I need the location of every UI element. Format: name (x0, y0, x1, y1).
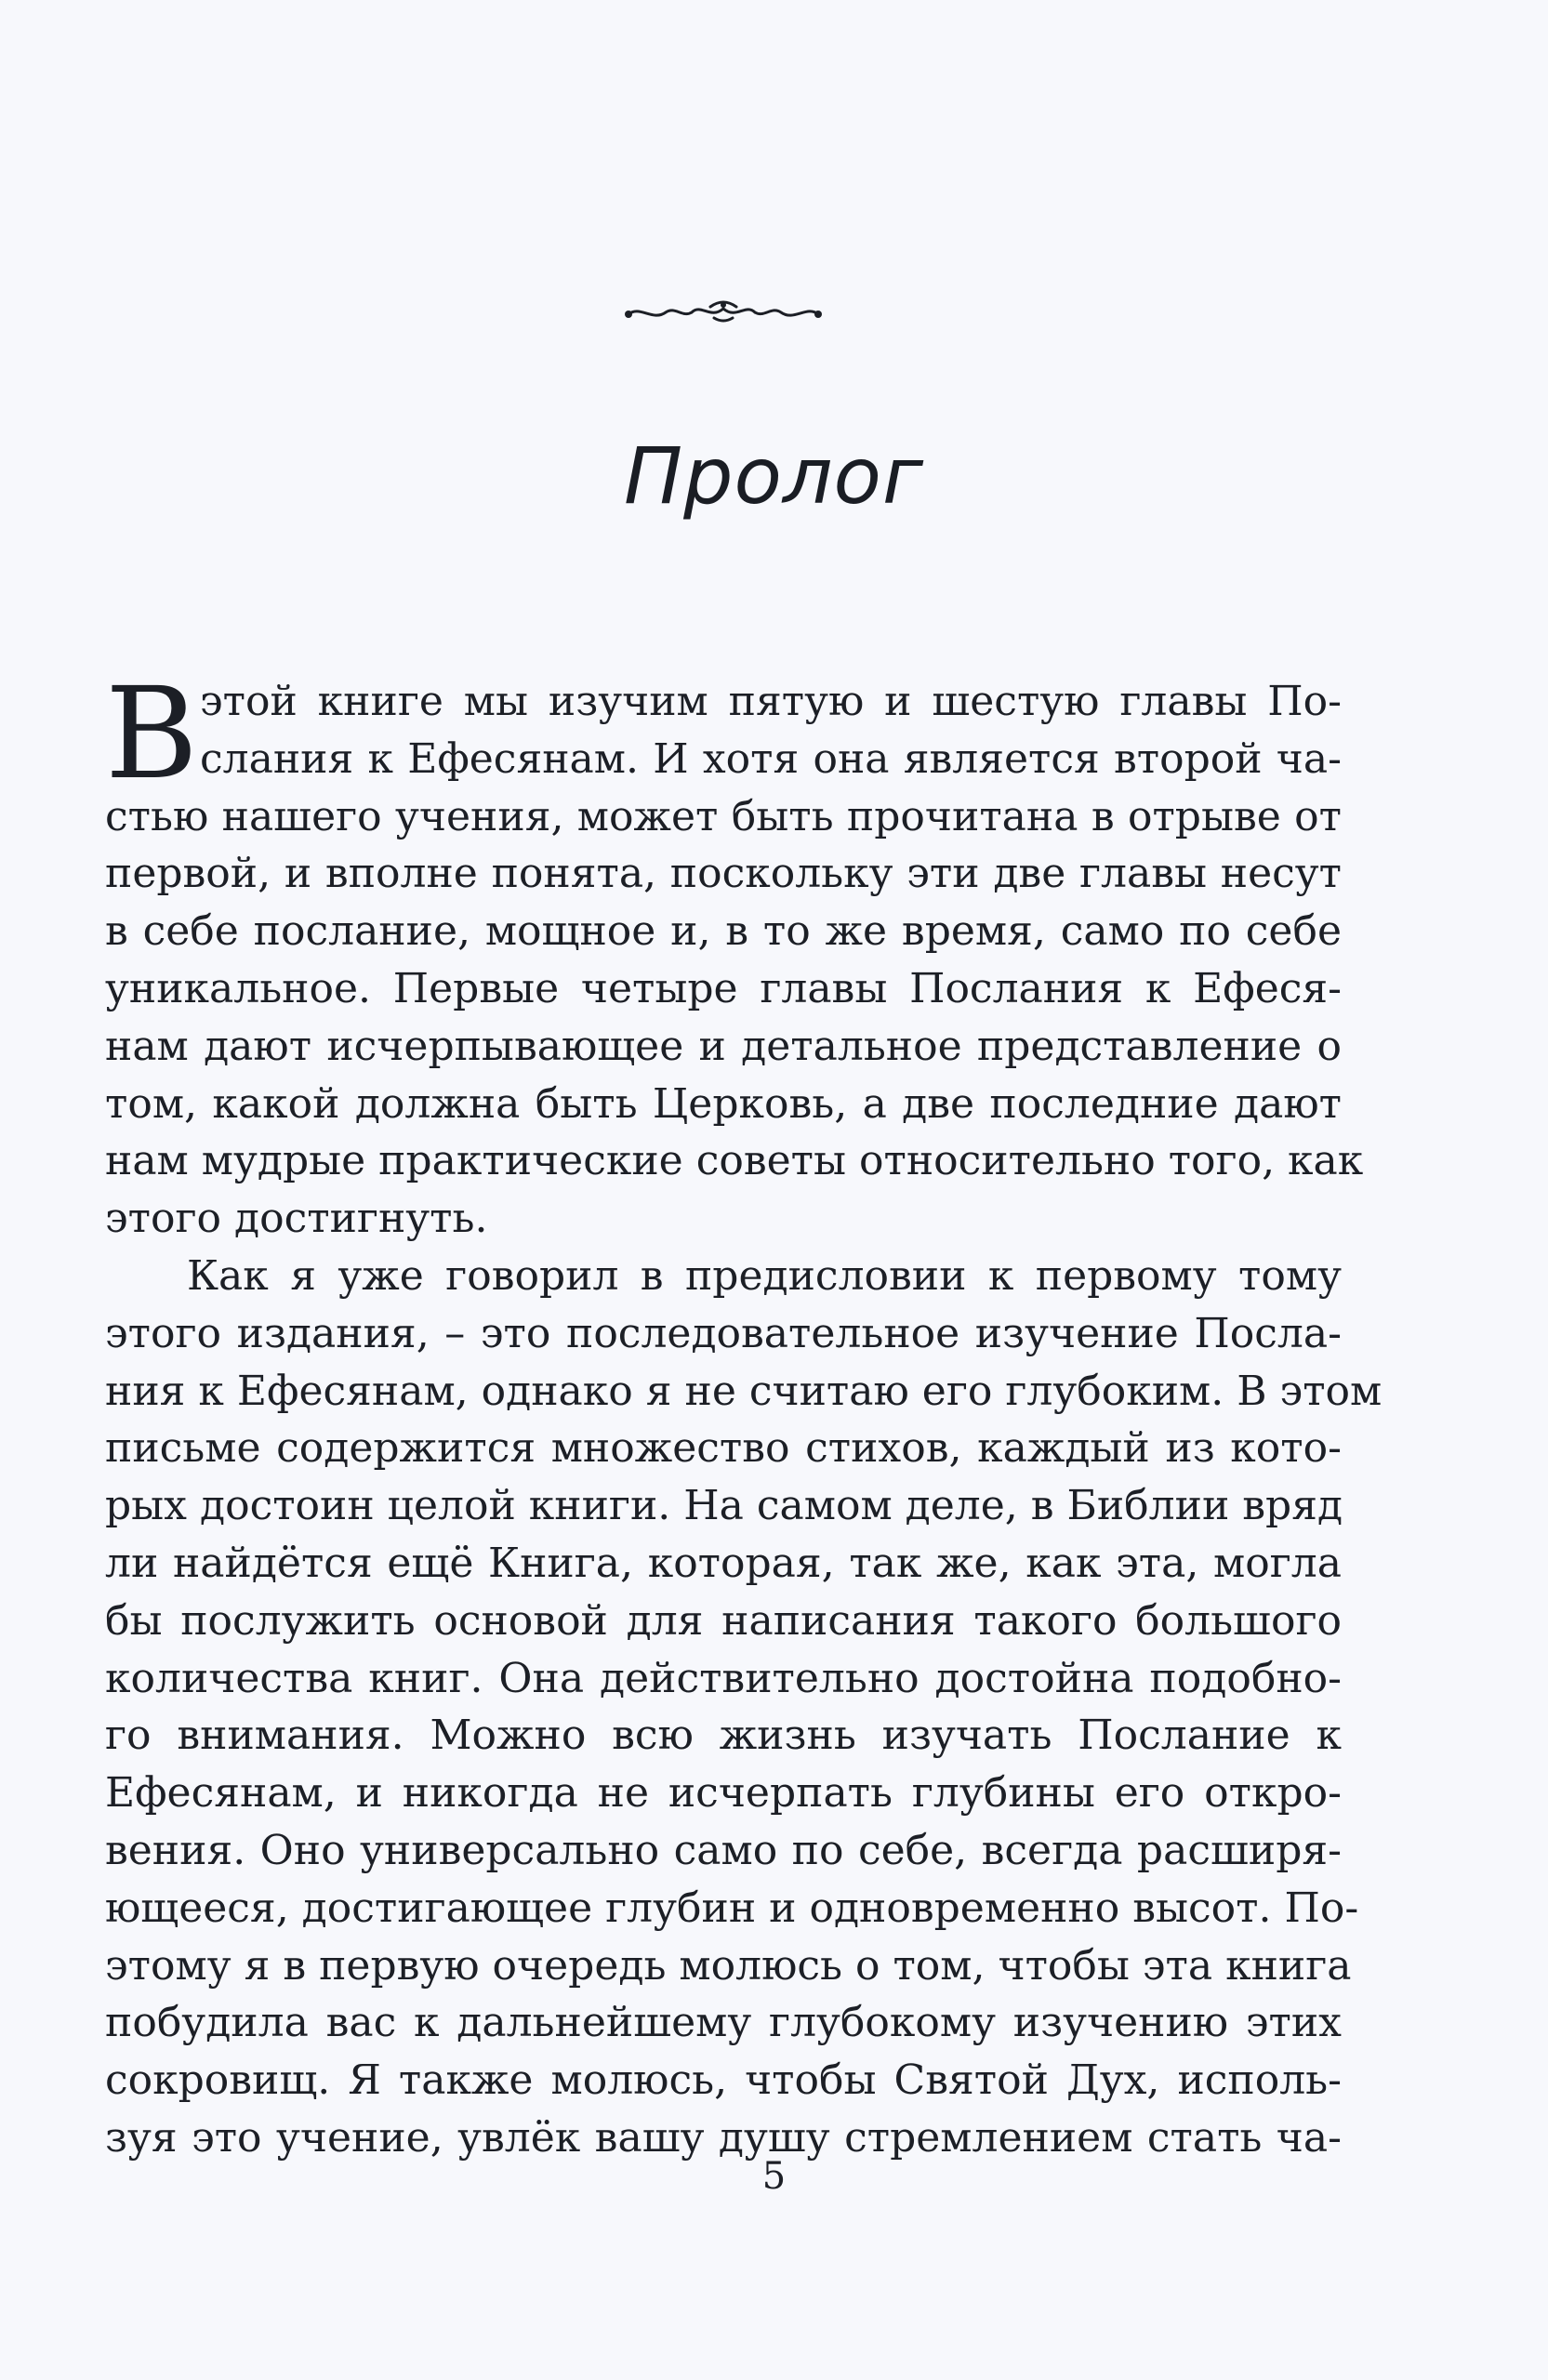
text-line: этого издания, – это последовательное изучение Посла- (105, 1309, 1342, 1357)
text-line: слания к Ефесянам. И хотя она является второй ча- (200, 734, 1342, 783)
text-line: сокровищ. Я также молюсь, чтобы Святой Дух, исполь- (105, 2056, 1342, 2105)
text-line: Ефесянам, и никогда не исчерпать глубины его откро- (105, 1769, 1342, 1818)
text-line: первой, и вполне понята, поскольку эти две главы несут (105, 850, 1342, 898)
text-line: ния к Ефесянам, однако я не считаю его глубоким. В этом (105, 1367, 1383, 1415)
text-line: этому я в первую очередь молюсь о том, чтобы эта книга (105, 1941, 1352, 1990)
text-line: зуя это учение, увлёк вашу душу стремлением стать ча- (105, 2113, 1342, 2162)
page-number: 5 (761, 2155, 787, 2198)
text-line: вения. Оно универсально само по себе, всегда расширя- (105, 1826, 1342, 1874)
text-line: этого достигнуть. (105, 1195, 488, 1243)
text-line: ли найдётся ещё Книга, которая, так же, как эта, могла (105, 1539, 1342, 1587)
chapter-title: Пролог (623, 430, 925, 522)
text-line: побудила вас к дальнейшему глубокому изучению этих (105, 1999, 1342, 2047)
text-line: нам дают исчерпывающее и детальное представление о (105, 1022, 1342, 1070)
text-line: том, какой должна быть Церковь, а две последние дают (105, 1079, 1342, 1128)
text-line: этой книге мы изучим пятую и шестую главы По- (200, 678, 1342, 725)
drop-cap: В (105, 661, 198, 808)
text-line: го внимания. Можно всю жизнь изучать Послание к (105, 1712, 1342, 1760)
paragraph-1 (105, 661, 1364, 1248)
text-line: уникальное. Первые четыре главы Послания к Ефеся- (105, 964, 1342, 1012)
text-line: нам мудрые практические советы относительно того, как (105, 1137, 1364, 1185)
body-text (105, 661, 1383, 2167)
text-line: стью нашего учения, может быть прочитана в отрыве от (105, 792, 1342, 840)
text-line: рых достоин целой книги. На самом деле, в Библии вряд (105, 1482, 1343, 1530)
text-line: количества книг. Она действительно достойна подобно- (105, 1654, 1342, 1702)
decorative-flourish-icon (621, 296, 826, 329)
text-line: Как я уже говорил в предисловии к первому тому (187, 1251, 1342, 1300)
text-line: ющееся, достигающее глубин и одновременно высот. По- (105, 1884, 1359, 1932)
text-line: бы послужить основой для написания такого большого (105, 1596, 1342, 1645)
text-line: письме содержится множество стихов, каждый из кото- (105, 1424, 1342, 1473)
text-line: в себе послание, мощное и, в то же время, само по себе (105, 907, 1342, 956)
paragraph-2 (105, 1248, 1383, 2167)
